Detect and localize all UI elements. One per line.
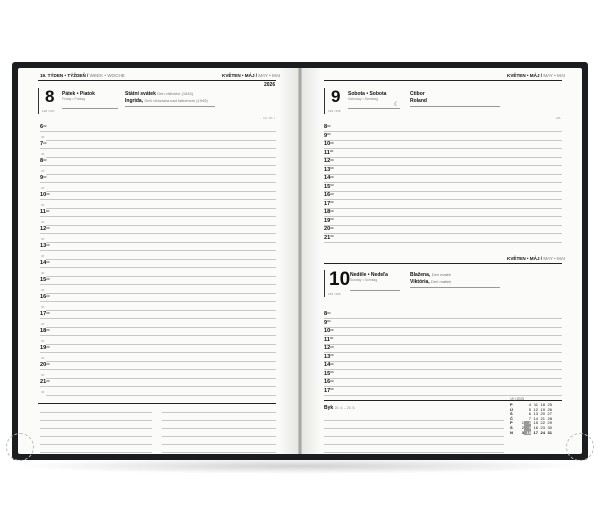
hour-value: 9 — [40, 175, 44, 181]
half-hour-mark: 30 — [41, 134, 45, 139]
hour-line[interactable] — [324, 199, 562, 200]
mini-calendar-date: 15 — [533, 420, 538, 426]
mini-calendar-day-letter: Č — [510, 415, 513, 421]
hour-minutes: 00 — [330, 344, 334, 349]
note-line[interactable] — [162, 428, 276, 429]
sun-nameday-rule — [410, 287, 500, 288]
day-index-sat: 129 / 236 — [328, 109, 341, 113]
half-hour-mark: 30 — [41, 304, 45, 309]
hour-line[interactable] — [324, 344, 562, 345]
moon-phase-icon: ☾ — [394, 102, 400, 108]
hour-value: 17 — [40, 311, 47, 317]
mini-calendar-date: 26 — [547, 406, 552, 412]
mini-calendar-row — [510, 431, 552, 436]
hour-value: 19 — [324, 217, 331, 224]
sat-country-note: GB — [556, 116, 561, 120]
hour-value: 10 — [324, 328, 331, 334]
hour-line[interactable] — [324, 386, 562, 387]
hour-line[interactable] — [324, 216, 562, 217]
hour-value: 8 — [40, 158, 44, 164]
hour-value: 10 — [40, 192, 47, 198]
note-line[interactable] — [40, 436, 152, 437]
hour-line[interactable] — [324, 327, 562, 328]
mini-calendar-date: 2 — [521, 424, 524, 430]
hour-label-17 — [324, 202, 334, 208]
hour-value: 20 — [324, 226, 331, 232]
hour-value: 15 — [40, 277, 47, 283]
hour-line[interactable] — [40, 199, 276, 200]
hour-line[interactable] — [324, 174, 562, 175]
note-line[interactable] — [324, 428, 504, 429]
half-hour-line[interactable] — [46, 208, 276, 209]
nameday-left: Ingrida, Deň víťazstva nad fašizmom (1945) — [125, 98, 208, 104]
hour-minutes: 00 — [46, 327, 50, 332]
hour-minutes: 00 — [330, 353, 334, 357]
week-label: 19. TÝDEN • TÝŽDEŇ / WEEK • WOCHE — [40, 73, 125, 78]
hour-line[interactable] — [40, 131, 276, 132]
hour-minutes: 00 — [46, 259, 50, 264]
hour-minutes: 00 — [330, 208, 334, 213]
nameday-sun-sk: Viktória, Deň matiek — [410, 279, 452, 285]
hour-minutes: 00 — [46, 191, 50, 196]
hour-value: 8 — [324, 124, 328, 130]
day-name-sun: Neděle • Nedeľa — [350, 272, 388, 278]
hour-minutes: 00 — [330, 378, 334, 383]
hour-label-19 — [40, 346, 50, 352]
hour-line[interactable] — [324, 369, 562, 370]
hour-minutes: 00 — [45, 208, 50, 213]
page-tab-right — [566, 433, 594, 461]
sat-name-rule — [348, 108, 400, 109]
month-label-left: KVĚTEN • MÁJ / MAY • MAI — [222, 73, 281, 78]
hour-line[interactable] — [40, 301, 276, 302]
hour-label-8 — [324, 312, 330, 318]
hour-line[interactable] — [40, 284, 276, 285]
hour-label-15 — [324, 185, 334, 191]
half-hour-line[interactable] — [46, 140, 276, 141]
note-line[interactable] — [40, 412, 152, 413]
hour-label-16 — [324, 193, 334, 199]
note-line[interactable] — [162, 436, 276, 437]
hour-value: 7 — [40, 141, 44, 147]
country-note: CZ, SK, I — [263, 116, 276, 120]
hour-label-11 — [324, 338, 333, 344]
day-number-sun: 10 — [329, 269, 351, 290]
hour-line[interactable] — [324, 352, 562, 353]
hour-line[interactable] — [324, 182, 562, 183]
half-hour-mark: 30 — [41, 219, 45, 224]
hour-line[interactable] — [40, 165, 276, 166]
mini-calendar-date: 7 — [528, 415, 531, 421]
left-page[interactable] — [18, 68, 298, 454]
mini-calendar-date: 3 — [521, 429, 524, 435]
hour-line[interactable] — [324, 157, 562, 158]
half-hour-mark: 30 — [41, 168, 45, 173]
half-hour-mark: 30 — [41, 287, 45, 292]
hour-value: 18 — [40, 328, 47, 334]
note-line[interactable] — [162, 420, 276, 421]
hour-minutes: 00 — [43, 157, 47, 162]
hour-value: 12 — [324, 158, 331, 164]
day-name-left: Pátek • Piatok — [62, 91, 95, 97]
hour-line[interactable] — [324, 191, 562, 192]
note-line[interactable] — [40, 420, 152, 421]
note-line[interactable] — [162, 452, 276, 453]
hour-label-19 — [324, 219, 334, 225]
hour-value: 20 — [40, 362, 47, 368]
mini-calendar-date: 17 — [533, 429, 538, 435]
half-hour-line[interactable] — [46, 242, 276, 243]
half-hour-line[interactable] — [46, 225, 276, 226]
hour-value: 11 — [40, 209, 46, 215]
hour-label-20 — [324, 227, 334, 233]
hour-label-9 — [324, 134, 330, 140]
half-hour-line[interactable] — [46, 276, 276, 277]
hour-minutes: 00 — [43, 174, 47, 179]
mini-calendar-date: 21 — [540, 415, 545, 421]
zodiac-label: Byk 20. 4. – 20. 5. — [324, 405, 356, 411]
hour-label-9 — [40, 176, 46, 182]
hour-minutes: 00 — [46, 361, 50, 366]
hour-label-15 — [40, 278, 50, 284]
note-line[interactable] — [40, 444, 152, 445]
hour-value: 14 — [324, 362, 331, 368]
mini-calendar-date: 22 — [540, 420, 545, 426]
hour-value: 17 — [324, 200, 331, 207]
hour-label-7 — [40, 142, 46, 148]
half-hour-mark: 30 — [41, 270, 45, 275]
mini-calendar-day-letter: S — [510, 424, 513, 430]
hour-value: 18 — [324, 209, 331, 215]
hour-minutes: 00 — [330, 200, 334, 204]
hour-value: 16 — [40, 294, 47, 300]
hour-line[interactable] — [40, 335, 276, 336]
note-line[interactable] — [162, 412, 276, 413]
half-hour-mark: 30 — [41, 338, 45, 343]
hour-minutes: 00 — [330, 234, 334, 238]
day-translation-left: Friday • Freitag — [62, 97, 86, 101]
hour-value: 10 — [324, 141, 331, 147]
hour-label-17 — [40, 312, 50, 318]
hour-value: 13 — [324, 166, 331, 173]
mini-calendar-date: 11 — [533, 402, 538, 407]
hour-minutes: 00 — [330, 157, 334, 162]
hour-value: 15 — [324, 370, 331, 377]
hour-line[interactable] — [324, 361, 562, 362]
hour-line[interactable] — [40, 250, 276, 251]
note-line[interactable] — [324, 420, 504, 421]
note-line[interactable] — [324, 436, 504, 437]
hour-value: 13 — [324, 353, 331, 360]
mini-calendar-date: 23 — [540, 424, 545, 430]
hour-minutes: 00 — [46, 344, 50, 349]
hour-label-11 — [40, 210, 49, 216]
mini-calendar-day-letter: N — [510, 429, 513, 435]
note-line[interactable] — [324, 444, 504, 445]
hour-label-21 — [324, 236, 334, 242]
note-line[interactable] — [40, 428, 152, 429]
hour-minutes: 00 — [330, 370, 334, 374]
hour-line[interactable] — [40, 369, 276, 370]
mini-calendar-date: 30 — [547, 424, 552, 430]
hour-minutes: 00 — [46, 242, 50, 247]
half-hour-mark: 30 — [41, 355, 45, 360]
hour-line[interactable] — [40, 386, 276, 387]
hour-minutes: 00 — [330, 140, 334, 145]
notes-rule-left — [38, 403, 276, 404]
mini-calendar-date: 13 — [533, 411, 538, 417]
half-hour-line[interactable] — [46, 157, 276, 158]
mini-calendar-date: 6 — [528, 411, 531, 417]
half-hour-mark: 30 — [41, 185, 45, 190]
hour-label-10 — [324, 329, 334, 335]
half-hour-line[interactable] — [46, 395, 276, 396]
half-hour-line[interactable] — [46, 378, 276, 379]
note-line[interactable] — [40, 452, 152, 453]
half-hour-line[interactable] — [46, 191, 276, 192]
hour-value: 11 — [324, 336, 330, 343]
sat-block-bar — [324, 88, 325, 114]
hour-minutes: 00 — [327, 123, 331, 128]
mini-calendar-date: 28 — [547, 415, 552, 421]
hour-line[interactable] — [324, 225, 562, 226]
mini-calendar-date: 25 — [547, 402, 552, 407]
hour-minutes: 00 — [327, 319, 331, 323]
hour-minutes: 00 — [46, 276, 50, 281]
hour-label-10 — [40, 193, 50, 199]
hour-minutes: 00 — [46, 293, 50, 298]
hour-label-13 — [324, 355, 334, 361]
day-translation-sun: Sunday • Sonntag — [350, 278, 378, 282]
mini-calendar-date: 27 — [547, 411, 552, 417]
hour-label-13 — [40, 244, 50, 250]
hour-minutes: 00 — [46, 310, 50, 315]
mini-calendar-day-letter: P — [510, 402, 513, 407]
mini-calendar-date: 18 — [540, 402, 545, 407]
hour-label-14 — [324, 363, 334, 369]
hour-label-15 — [324, 372, 334, 378]
hour-line[interactable] — [324, 242, 562, 243]
hour-value: 14 — [324, 175, 331, 181]
hour-line[interactable] — [324, 131, 562, 132]
hour-line[interactable] — [324, 148, 562, 149]
sun-block-bar — [324, 270, 325, 297]
hour-label-8 — [324, 125, 330, 131]
hour-label-16 — [40, 295, 50, 301]
hour-value: 14 — [40, 260, 47, 266]
hour-value: 15 — [324, 183, 331, 190]
hour-minutes: 00 — [327, 132, 331, 136]
mini-calendar-day-letter: S — [510, 411, 513, 417]
hour-line[interactable] — [324, 378, 562, 379]
hour-label-14 — [324, 176, 334, 182]
hour-value: 12 — [40, 226, 47, 232]
hour-label-11 — [324, 151, 333, 157]
mini-calendar-date: 20 — [540, 411, 545, 417]
mini-calendar — [510, 397, 552, 435]
hour-value: 9 — [324, 132, 328, 139]
hour-line[interactable] — [324, 140, 562, 141]
hour-minutes: 00 — [43, 140, 47, 145]
mini-calendar-date: 4 — [528, 402, 531, 407]
half-hour-line[interactable] — [46, 174, 276, 175]
half-hour-line[interactable] — [46, 259, 276, 260]
day-index-left: 128 / 237 — [42, 109, 55, 113]
half-hour-line[interactable] — [46, 327, 276, 328]
hour-value: 16 — [324, 192, 331, 198]
mini-calendar-date: 10 — [524, 431, 531, 436]
holiday-title: Státní svátek Den vítězství (1945) — [125, 91, 194, 97]
hour-line[interactable] — [324, 335, 562, 336]
half-hour-mark: 30 — [41, 372, 45, 377]
mini-calendar-day-letter: P — [510, 420, 513, 426]
mini-calendar-date: 31 — [547, 429, 552, 435]
hour-label-6 — [40, 125, 46, 131]
day-number-left: 8 — [45, 87, 55, 106]
day-number-sat: 9 — [331, 87, 341, 106]
hour-line[interactable] — [40, 148, 276, 149]
nameday-sat-sk: Roland — [410, 98, 427, 104]
hour-label-18 — [40, 329, 50, 335]
notes-rule-right — [324, 400, 562, 401]
half-hour-mark: 30 — [41, 253, 45, 258]
half-hour-line[interactable] — [46, 310, 276, 311]
hour-line[interactable] — [40, 182, 276, 183]
mini-calendar-date: 19 — [540, 406, 545, 412]
mini-calendar-date: 5 — [528, 406, 531, 412]
hour-line[interactable] — [324, 208, 562, 209]
mini-calendar-date: 1 — [521, 420, 524, 426]
mini-calendar-date: 14 — [533, 415, 538, 421]
hour-value: 12 — [324, 345, 331, 351]
hour-value: 19 — [40, 345, 47, 351]
hour-value: 21 — [324, 234, 331, 241]
right-page[interactable] — [302, 68, 582, 454]
hour-line[interactable] — [324, 395, 562, 396]
sunday-header-rule — [324, 263, 562, 264]
mini-calendar-date: 29 — [547, 420, 552, 426]
note-line[interactable] — [324, 452, 504, 453]
hour-minutes: 00 — [46, 378, 50, 383]
page-tab-left — [6, 433, 34, 461]
mini-calendar-date: 12 — [533, 406, 538, 412]
hour-value: 9 — [324, 319, 328, 326]
hour-label-16 — [324, 380, 334, 386]
mini-calendar-date: 9 — [524, 426, 531, 431]
hour-value: 6 — [40, 124, 44, 130]
nameday-sat-cz: Ctibor — [410, 91, 425, 97]
hour-value: 8 — [324, 311, 328, 317]
hour-label-21 — [40, 380, 50, 386]
hour-line[interactable] — [40, 216, 276, 217]
mini-calendar-date: 8 — [524, 421, 531, 426]
hour-minutes: 00 — [330, 225, 334, 230]
half-hour-mark: 30 — [41, 321, 45, 326]
planner-shadow — [14, 458, 586, 474]
day-name-sat: Sobota • Sobota — [348, 91, 387, 97]
hour-minutes: 00 — [330, 166, 334, 170]
hour-label-18 — [324, 210, 334, 216]
day-name-rule — [62, 108, 118, 109]
hour-minutes: 00 — [330, 387, 334, 391]
hour-minutes: 00 — [330, 183, 334, 187]
hour-minutes: 00 — [330, 327, 334, 332]
hour-label-13 — [324, 168, 334, 174]
hour-minutes: 00 — [330, 361, 334, 366]
hour-label-12 — [324, 346, 334, 352]
hour-minutes: 00 — [46, 225, 50, 230]
hour-line[interactable] — [324, 165, 562, 166]
hour-minutes: 00 — [330, 174, 334, 179]
hour-label-12 — [324, 159, 334, 165]
note-line[interactable] — [162, 444, 276, 445]
hour-label-8 — [40, 159, 46, 165]
hour-value: 17 — [324, 387, 331, 394]
holiday-rule — [125, 106, 215, 107]
hour-label-14 — [40, 261, 50, 267]
hour-minutes: 00 — [43, 123, 47, 128]
hour-label-20 — [40, 363, 50, 369]
hour-line[interactable] — [40, 318, 276, 319]
hour-value: 16 — [324, 379, 331, 385]
hour-line[interactable] — [40, 267, 276, 268]
hour-label-10 — [324, 142, 334, 148]
sun-name-rule — [350, 290, 400, 291]
half-hour-mark: 30 — [41, 151, 45, 156]
half-hour-mark: 30 — [41, 236, 45, 241]
mini-calendar-date: 16 — [533, 424, 538, 430]
hour-label-17 — [324, 389, 334, 395]
mini-calendar-title: 19 | 2026 — [510, 397, 525, 401]
hour-label-12 — [40, 227, 50, 233]
sat-nameday-rule — [410, 106, 500, 107]
header-rule-right — [324, 80, 562, 81]
hour-value: 11 — [324, 149, 330, 156]
hour-minutes: 00 — [329, 149, 334, 153]
day-index-sun: 130 / 235 — [328, 292, 341, 296]
hour-line[interactable] — [40, 233, 276, 234]
hour-minutes: 00 — [330, 191, 334, 196]
half-hour-mark: 30 — [41, 389, 45, 394]
month-label-sunday: KVĚTEN • MÁJ / MAY • MAI — [507, 256, 566, 261]
half-hour-line[interactable] — [46, 293, 276, 294]
day-translation-sat: Saturday • Samstag — [348, 97, 379, 101]
mini-calendar-day-letter: Ú — [510, 406, 513, 412]
nameday-sun-cz: Blažena, Den matek — [410, 272, 452, 278]
hour-value: 21 — [40, 379, 47, 385]
month-label-right: KVĚTEN • MÁJ / MAY • MAI — [507, 73, 566, 78]
hour-label-9 — [324, 321, 330, 327]
half-hour-mark: 30 — [41, 202, 45, 207]
header-rule-left — [38, 80, 276, 81]
year-label: 2026 — [264, 82, 276, 88]
hour-line[interactable] — [324, 318, 562, 319]
hour-line[interactable] — [324, 233, 562, 234]
hour-minutes: 00 — [327, 310, 331, 315]
hour-line[interactable] — [40, 352, 276, 353]
half-hour-line[interactable] — [46, 361, 276, 362]
hour-minutes: 00 — [329, 336, 334, 340]
hour-value: 13 — [40, 243, 47, 249]
half-hour-line[interactable] — [46, 344, 276, 345]
day-block-bar — [38, 88, 39, 114]
hour-minutes: 00 — [330, 217, 334, 221]
mini-calendar-date: 24 — [540, 429, 545, 435]
